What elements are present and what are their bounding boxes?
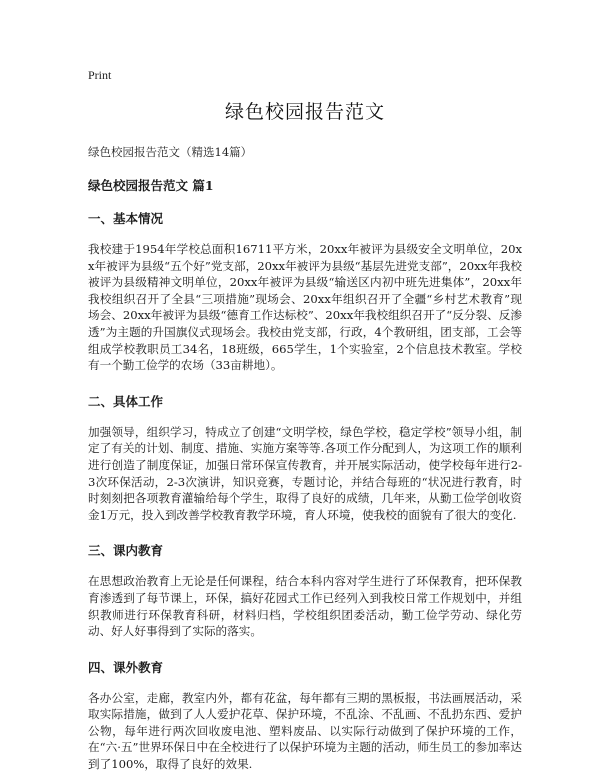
document-title: 绿色校园报告范文 (224, 101, 385, 123)
part-heading: 绿色校园报告范文 篇1 (88, 178, 214, 193)
section-specific-work (88, 392, 522, 524)
section-paragraph: 我校建于1954年学校总面积16711平方米，20xx年被评为县级安全文明单位，20xx年被评为县级“五个好”党支部，20xx年被评为县级“基层先进党支部”，20xx年我校被评为县级精神文明单位，20xx年被评为县级“输送区内初中班先进集体”，20xx年我校组织召开了全县“三项措施”现场会、20xx年组织召开了全疆“乡村艺术教育”现场会、20xx年被评为县级“德育工作达标校”、20xx年我校组织召开了“反分裂、反渗透”为主题的升国旗仪式现场会。我校由党支部，行政，4个教研组，团支部，工会等组成学校教职员工34名，18班级，665学生，1个实验室，2个信息技术教室。学校有一个勤工俭学的农场（33亩耕地）。 (88, 242, 522, 373)
section-paragraph: 各办公室，走廊，教室内外，都有花盆，每年都有三期的黑板报，书法画展活动，采取实际措施，做到了人人爱护花草、保护环境，不乱涂、不乱画、不乱扔东西、爱护公物，每年进行两次回收废电池、塑料废品、以实际行动做到了保护环境的工作，在“六·五”世界环保日中在全校进行了以保护环境为主题的活动，师生员工的参加率达到了100%，取得了良好的效果. (88, 690, 522, 772)
section-heading: 四、课外教育 (88, 659, 164, 675)
document-subtitle: 绿色校园报告范文（精选14篇） (88, 145, 253, 159)
section-in-class-education (88, 541, 522, 639)
section-heading: 二、具体工作 (88, 393, 164, 409)
section-paragraph: 加强领导，组织学习，特成立了创建“文明学校，绿色学校，稳定学校”领导小组，制定了有关的计划、制度、措施、实施方案等等.各项工作分配到人，为这项工作的顺利进行创造了制度保证，加强日常环保宣传教育，并开展实际活动，使学校每年进行2-3次环保活动，2-3次演讲，知识竞赛，专题讨论，并结合每班的“状况进行教育，时时刻刻把各项教育灌输给每个学生，取得了良好的成绩，几年来，从勤工俭学创收资金1万元，投入到改善学校教育教学环境，育人环境，使我校的面貌有了很大的变化. (88, 424, 522, 522)
section-heading: 三、课内教育 (88, 543, 164, 559)
section-paragraph: 在思想政治教育上无论是任何课程，结合本科内容对学生进行了环保教育，把环保教育渗透到了每节课上，环保，搞好花园式工作已经列入到我校日常工作规划中，并组织教师进行环保教育科研，材料归档，学校组织团委活动，勤工俭学劳动、绿化劳动、好人好事得到了实际的落实。 (88, 574, 522, 639)
section-basic-info (88, 209, 522, 374)
print-label: Print (88, 68, 112, 82)
section-heading: 一、基本情况 (88, 211, 164, 226)
section-extracurricular-education (88, 658, 522, 773)
